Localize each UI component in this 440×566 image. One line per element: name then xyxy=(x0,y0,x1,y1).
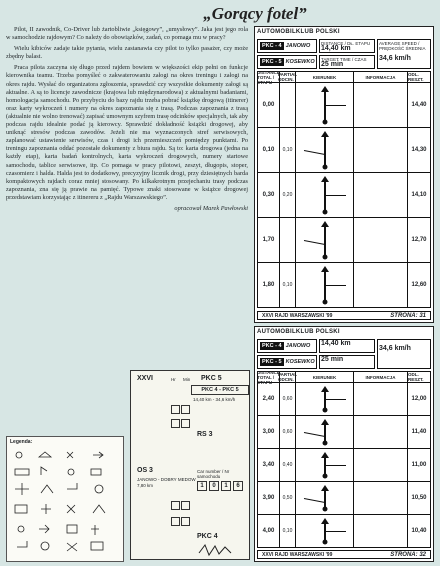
col-remaining: ODL. RESZT. xyxy=(408,372,424,382)
roadbook-page-32 xyxy=(254,326,434,562)
col-total: DISTANCE TOTAL / ETAPU xyxy=(257,369,280,385)
row-direction xyxy=(296,128,354,172)
row-total: 3,90 xyxy=(258,482,280,514)
min-label: Min xyxy=(183,377,191,382)
tulip-diagram-icon xyxy=(296,515,354,546)
roadbook-column-header xyxy=(257,371,431,383)
row-information xyxy=(354,449,408,481)
row-total: 4,00 xyxy=(258,515,280,547)
row-information xyxy=(354,83,408,127)
row-direction xyxy=(296,383,354,415)
roadbook-stage-to xyxy=(257,55,317,69)
card-final-pkc: PKC 4 xyxy=(197,533,218,540)
row-direction xyxy=(296,218,354,262)
tulip-diagram-icon xyxy=(296,83,354,126)
page-number: 32 xyxy=(419,551,426,558)
row-direction xyxy=(296,83,354,127)
roadbook-footer xyxy=(257,311,431,320)
stage-name: KOSEWKO xyxy=(285,59,315,65)
col-direction: KIERUNEK xyxy=(296,72,354,82)
roadbook-row xyxy=(257,482,431,515)
col-direction: KIERUNEK xyxy=(296,372,354,382)
digit-box xyxy=(181,405,190,414)
row-remaining: 14,40 xyxy=(411,102,427,108)
avg-speed-value: 34,6 km/h xyxy=(379,345,411,352)
tulip-diagram-icon xyxy=(296,449,354,480)
car-digit: 0 xyxy=(209,481,219,491)
legend-panel xyxy=(6,436,124,562)
roadbook-club: AUTOMOBILKLUB POLSKI xyxy=(257,29,340,35)
row-remaining: 14,30 xyxy=(411,147,427,153)
page-number: 31 xyxy=(419,312,426,319)
row-direction xyxy=(296,416,354,448)
stage-code: PKC - 4 xyxy=(262,343,282,349)
row-remaining: 11,00 xyxy=(411,462,427,468)
row-partial: 0,40 xyxy=(280,449,296,481)
digit-box xyxy=(171,501,180,510)
row-remaining: 12,60 xyxy=(411,282,427,288)
roadbook-row xyxy=(257,449,431,482)
roadbook-row xyxy=(257,128,431,173)
roadbook-club: AUTOMOBILKLUB POLSKI xyxy=(257,329,340,335)
legend-title: Legenda: xyxy=(10,439,33,445)
card-pkc-to: PKC 5 xyxy=(201,375,222,382)
col-information: INFORMACJA xyxy=(354,72,408,82)
target-time-box xyxy=(319,55,375,69)
avg-speed-value: 34,6 km/h xyxy=(379,55,411,62)
distance-value: 14,40 km xyxy=(321,340,351,347)
car-digit: 1 xyxy=(197,481,207,491)
row-remaining: 10,50 xyxy=(411,495,427,501)
row-remaining: 12,70 xyxy=(411,237,427,243)
avg-speed-label: AVERAGE SPEED / PRĘDKOŚĆ ŚREDNIA xyxy=(379,41,426,51)
row-total: 1,80 xyxy=(258,263,280,307)
row-partial: 0,10 xyxy=(280,128,296,172)
tulip-diagram-icon xyxy=(296,128,354,171)
target-time-value: 25 min xyxy=(321,61,344,68)
row-information xyxy=(354,515,408,547)
article-paragraph-2: Wielu kibiców zadaje takie pytania, wielu zastanawia czy pilot to tylko pasażer, czy może zbędny balast. xyxy=(6,45,248,61)
card-stage-info: 14,40 km - 34,6 km/h xyxy=(193,397,236,402)
row-direction xyxy=(296,173,354,217)
row-total: 2,40 xyxy=(258,383,280,415)
tulip-diagram-icon xyxy=(296,218,354,261)
row-partial: 0,10 xyxy=(280,515,296,547)
avg-speed-box xyxy=(377,39,431,69)
roadbook-footer xyxy=(257,550,431,559)
avg-speed-box xyxy=(377,339,431,369)
row-information xyxy=(354,173,408,217)
row-direction xyxy=(296,515,354,547)
roadbook-row xyxy=(257,416,431,449)
roadbook-row xyxy=(257,83,431,128)
row-total: 3,00 xyxy=(258,416,280,448)
digit-box xyxy=(181,517,190,526)
row-total: 1,70 xyxy=(258,218,280,262)
article-paragraph-1: Pilot, II zawodnik, Co-Driver lub żartobliwie „księgowy”, „umysłowy”. Jaka jest jego rola w samochodzie rajdowym? Co należy do obowiązków, zadań, co pomaga mu w pracy? xyxy=(6,26,248,42)
row-partial xyxy=(280,218,296,262)
stage-name: JANOWO xyxy=(285,43,311,49)
signature-icon xyxy=(197,543,237,557)
target-time-box xyxy=(319,355,375,369)
row-remaining: 12,00 xyxy=(411,396,427,402)
article-paragraph-3: Praca pilota zaczyna się długo przed rajdem bowiem w większości ekip pełni on funkcje kierownika teamu. Trzeba pomyśleć o zakwaterowaniu załogi na okres treningu i załogi na okres rajdu. Wysłać do organizatora zgłoszenia, sprawdzić czy wszystkie dokumenty załogi są aktualne. A są to licencje zawodnicze (krajowa lub międzynarodowa) z aktualnymi badaniami, homologacja samochodu. Po przybyciu do bazy rajdu trzeba pobrać książkę drogową (itinerer) oraz karty wykroczeń i numery na okres zapoznania się z trasą. Podczas zapoznania z trasą (aktualnie nie wolno trenować) zapisać umownym szyfrem trasę odcinków specjalnych, tak aby podczas rajdu idealnie podać ją kierowcy. Sprawdzić dokładność książki drogowej, aby uniknąć stresów podczas zawodów. Jeżeli nie ma wyznaczonych stref serwisowych, zaplanować ustawienie serwisów, czas i drogi ich przemieszczeń pomiędzy punktami. Po treningu zapoznania oddać pozostałe dokumenty z biura rajdu. Są to: karta drogowa (jedna na każdy etap), karta badań kontrolnych, karta wykroczeń drogowych, numery startowe samochodu, tablice serwisowe, itp. Co pomaga w pracy pilotowi, zeszyt, długopis, stoper, czasomierz i halda. Halda jest to dodatkowy, precyzyjny licznik drogi, przy dziesiętnych barda kompaktowych rajdach coraz mniej stosowany. Po kilkakrotnym przejechaniu trasy podczas zapoznania, zna się ją prawie na pamięć. Typowe znaki stosowane w książce drogowej przedstawiam korzystając z itinereru z „Rajdu Warszawskiego”. xyxy=(6,64,248,201)
card-rs-label: RS 3 xyxy=(197,431,213,438)
row-information xyxy=(354,416,408,448)
row-direction xyxy=(296,449,354,481)
row-information xyxy=(354,482,408,514)
digit-box xyxy=(181,419,190,428)
roadbook-stage-from xyxy=(257,39,317,53)
col-total: DISTANCE TOTAL / ETAPU xyxy=(257,69,280,85)
row-information xyxy=(354,128,408,172)
card-os-dist: 7,80 km xyxy=(137,483,154,488)
row-total: 0,30 xyxy=(258,173,280,217)
page-label: STRONA: xyxy=(390,551,418,558)
tulip-diagram-icon xyxy=(296,263,354,306)
row-direction xyxy=(296,482,354,514)
distance-label: DISTANCE / DŁ. ETAPU xyxy=(321,41,371,46)
distance-box xyxy=(319,339,375,353)
row-partial: 0,50 xyxy=(280,482,296,514)
row-partial: 0,60 xyxy=(280,416,296,448)
roadbook-row xyxy=(257,173,431,218)
row-remaining: 14,10 xyxy=(411,192,427,198)
row-information xyxy=(354,218,408,262)
col-information: INFORMACJA xyxy=(354,372,408,382)
car-number-label: Car number / Nr samochodu xyxy=(197,469,230,479)
article-body xyxy=(6,26,248,216)
col-partial: PARTIAL ODCIN. xyxy=(277,72,298,82)
tulip-diagram-icon xyxy=(296,383,354,414)
roadbook-row xyxy=(257,263,431,308)
stage-code: PKC - 4 xyxy=(262,43,282,49)
row-total: 0,10 xyxy=(258,128,280,172)
roadbook-stage-from xyxy=(257,339,317,353)
digit-box xyxy=(171,517,180,526)
article-title: „Gorący fotel” xyxy=(203,4,307,23)
row-partial: 0,20 xyxy=(280,173,296,217)
row-partial: 0,10 xyxy=(280,263,296,307)
row-remaining: 11,40 xyxy=(411,429,427,435)
footer-title: XXVI RAJD WARSZAWSKI '99 xyxy=(262,551,333,558)
row-partial: 0,60 xyxy=(280,383,296,415)
stage-code: PKC - 5 xyxy=(262,59,282,65)
page-label: STRONA: xyxy=(390,312,418,319)
article-author: opracował Marek Pawłowski xyxy=(174,204,248,212)
tulip-diagram-icon xyxy=(296,416,354,447)
row-total: 0,00 xyxy=(258,83,280,127)
digit-box xyxy=(171,419,180,428)
legend-symbols-icon xyxy=(11,449,121,559)
digit-box xyxy=(181,501,190,510)
roadbook-row xyxy=(257,515,431,548)
row-remaining: 10,40 xyxy=(411,528,427,534)
distance-value: 14,40 km xyxy=(321,45,351,52)
card-os-name: JANOWO - DOBRY MEDOW xyxy=(137,477,196,482)
tulip-diagram-icon xyxy=(296,173,354,216)
stage-code: PKC - 5 xyxy=(262,359,282,365)
col-remaining: ODL. RESZT. xyxy=(408,72,424,82)
row-direction xyxy=(296,263,354,307)
hr-label: Hr xyxy=(171,377,176,382)
car-digit: 1 xyxy=(221,481,231,491)
car-digit: 6 xyxy=(233,481,243,491)
col-partial: PARTIAL ODCIN. xyxy=(277,372,298,382)
row-partial xyxy=(280,83,296,127)
digit-box xyxy=(171,405,180,414)
row-information xyxy=(354,383,408,415)
row-total: 3,40 xyxy=(258,449,280,481)
distance-box xyxy=(319,39,375,53)
time-card xyxy=(130,370,250,560)
tulip-diagram-icon xyxy=(296,482,354,513)
roadbook-page-31 xyxy=(254,26,434,323)
roadbook-stage-to xyxy=(257,355,317,369)
footer-title: XXVI RAJD WARSZAWSKI '99 xyxy=(262,312,333,319)
target-time-label: TARGET TIME / CZAS xyxy=(321,57,367,62)
target-time-value: 25 min xyxy=(321,356,344,363)
roadbook-row xyxy=(257,383,431,416)
card-os-label: OS 3 xyxy=(137,467,153,474)
roadbook-column-header xyxy=(257,71,431,83)
stage-name: JANOWO xyxy=(285,343,311,349)
stage-name: KOSEWKO xyxy=(285,359,315,365)
roadbook-row xyxy=(257,218,431,263)
card-header: XXVI xyxy=(137,375,153,382)
card-route: PKC 4 - PKC 5 xyxy=(191,385,249,395)
row-information xyxy=(354,263,408,307)
